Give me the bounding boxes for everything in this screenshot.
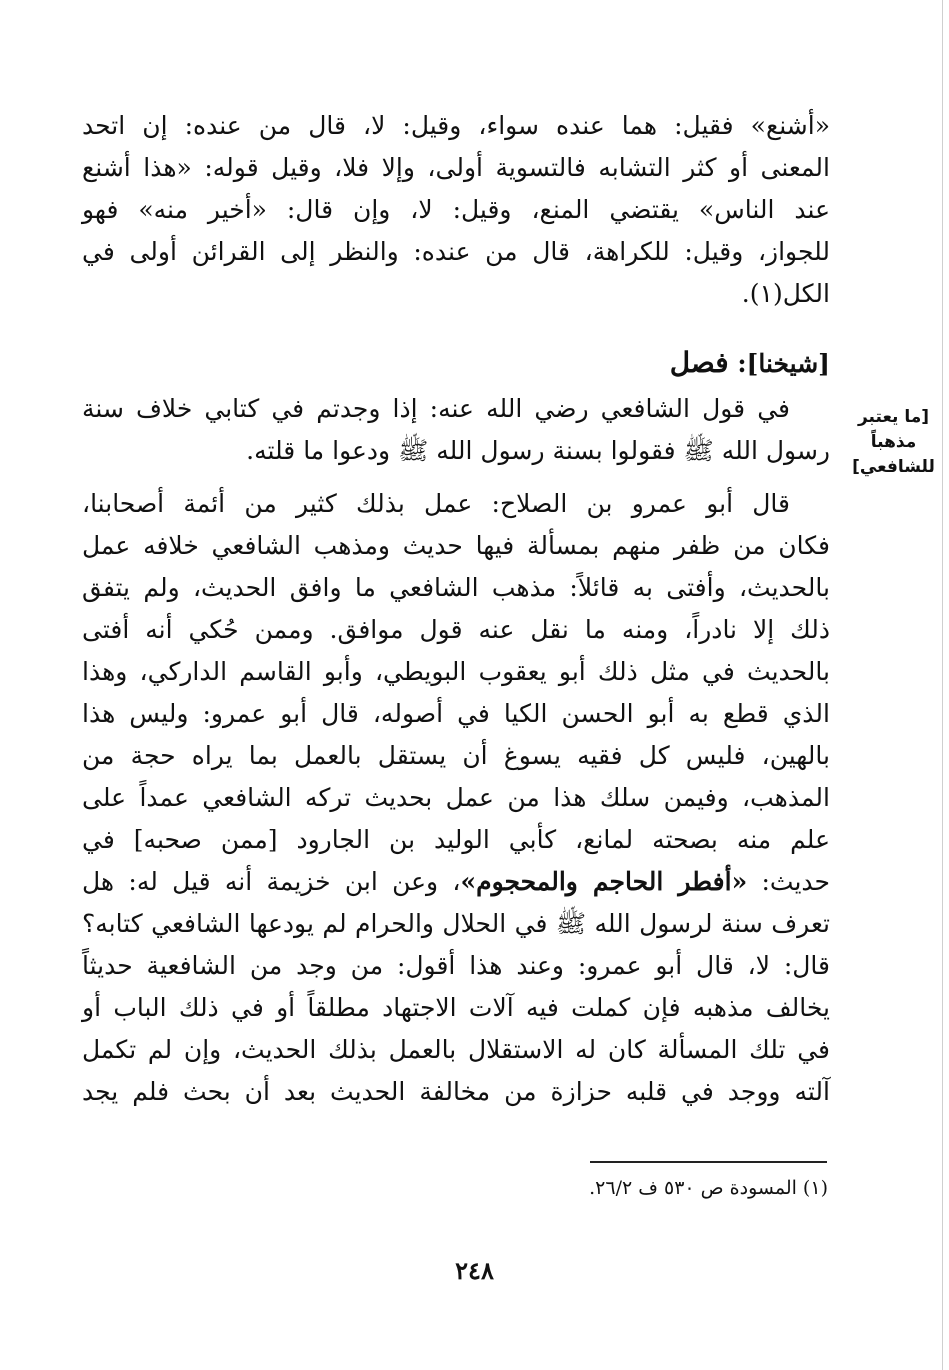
- text-line: للجواز، وقيل: للكراهة، قال من عنده: والنظر إلى القرائن أولى في: [82, 237, 830, 266]
- text-segment: حديث:: [747, 867, 831, 896]
- text-line: الكل(١).: [741, 279, 830, 308]
- margin-note: [846, 405, 941, 480]
- text-segment: ، وعن ابن خزيمة أنه قيل له: هل: [82, 867, 461, 896]
- text-line: الذي قطع به أبو الحسن الكيا في أصوله، قال أبو عمرو: وليس هذا: [82, 699, 830, 728]
- paragraph-continuation: [82, 105, 830, 315]
- paragraph-shafii-quote: [82, 388, 830, 472]
- paragraph-ibn-salah: [82, 483, 830, 1113]
- text-line: فكان من ظفر منهم بمسألة فيها حديث ومذهب الشافعي خلافه عمل: [82, 531, 830, 560]
- margin-note-line: للشافعي]: [852, 457, 935, 477]
- page-edge: [942, 0, 943, 1370]
- text-line: رسول الله ﷺ فقولوا بسنة رسول الله ﷺ ودعوا ما قلته.: [246, 436, 830, 465]
- footnote: (١) المسودة ص ٥٣٠ ف ٢٦/٢.: [589, 1177, 828, 1199]
- page-number: ٢٤٨: [455, 1256, 494, 1285]
- margin-note-line: مذهباً: [870, 432, 917, 452]
- text-line: قال أبو عمرو بن الصلاح: عمل بذلك كثير من أئمة أصحابنا،: [82, 489, 790, 518]
- text-line: «أشنع» فقيل: هما عنده سواء، وقيل: لا، قال من عنده: إن اتحد: [82, 111, 830, 140]
- text-line: قال: لا، قال أبو عمرو: وعند هذا أقول: من وجد من الشافعية حديثاً: [82, 951, 830, 980]
- text-line: ذلك إلا نادراً، ومنه ما نقل عنه قول موافق. وممن حُكي أنه أفتى: [82, 615, 830, 644]
- text-line: يخالف مذهبه فإن كملت فيه آلات الاجتهاد مطلقاً أو في ذلك الباب أو: [82, 993, 830, 1022]
- footnote-separator: [590, 1161, 827, 1163]
- text-line: بالحديث في مثل ذلك أبو يعقوب البويطي، وأبو القاسم الداركي، وهذا: [82, 657, 830, 686]
- hadith-title: «أفطر الحاجم والمحجوم»: [460, 867, 748, 896]
- section-heading: [82, 340, 830, 386]
- heading-word: فصل: [669, 346, 729, 379]
- text-line: المعنى أو كثر التشابه فالتسوية أولى، وإلا فلا، وقيل قوله: «هذا أشنع: [82, 153, 830, 182]
- margin-note-line: [ما يعتبر: [857, 407, 930, 427]
- text-line: عند الناس» يقتضي المنع، وقيل: لا، وإن قال: «أخير منه» فهو: [82, 195, 830, 224]
- text-line-hadith: [82, 861, 830, 903]
- text-line: بالحديث، وأفتى به قائلاً: مذهب الشافعي ما وافق الحديث، ولم يتفق: [82, 573, 830, 602]
- text-line: بالهين، فليس كل فقيه يسوغ أن يستقل بالعمل بما يراه حجة من: [82, 741, 830, 770]
- text-line: تعرف سنة لرسول الله ﷺ في الحلال والحرام لم يودعها الشافعي كتابه؟: [82, 909, 830, 938]
- text-line: علم منه بصحته لمانع، كأبي الوليد بن الجارود [ممن صحبه] في: [82, 825, 830, 854]
- text-line: في تلك المسألة كان له الاستقلال بالعمل بذلك الحديث، وإن لم تكمل: [82, 1035, 830, 1064]
- heading-bracket: [شيخنا]:: [737, 349, 830, 378]
- text-line: في قول الشافعي رضي الله عنه: إذا وجدتم في كتابي خلاف سنة: [82, 394, 790, 423]
- text-line: آلته ووجد في قلبه حزازة من مخالفة الحديث بعد أن بحث فلم يجد: [82, 1077, 830, 1106]
- text-line: المذهب، وفيمن سلك هذا من عمل بحديث تركه الشافعي عمداً على: [82, 783, 830, 812]
